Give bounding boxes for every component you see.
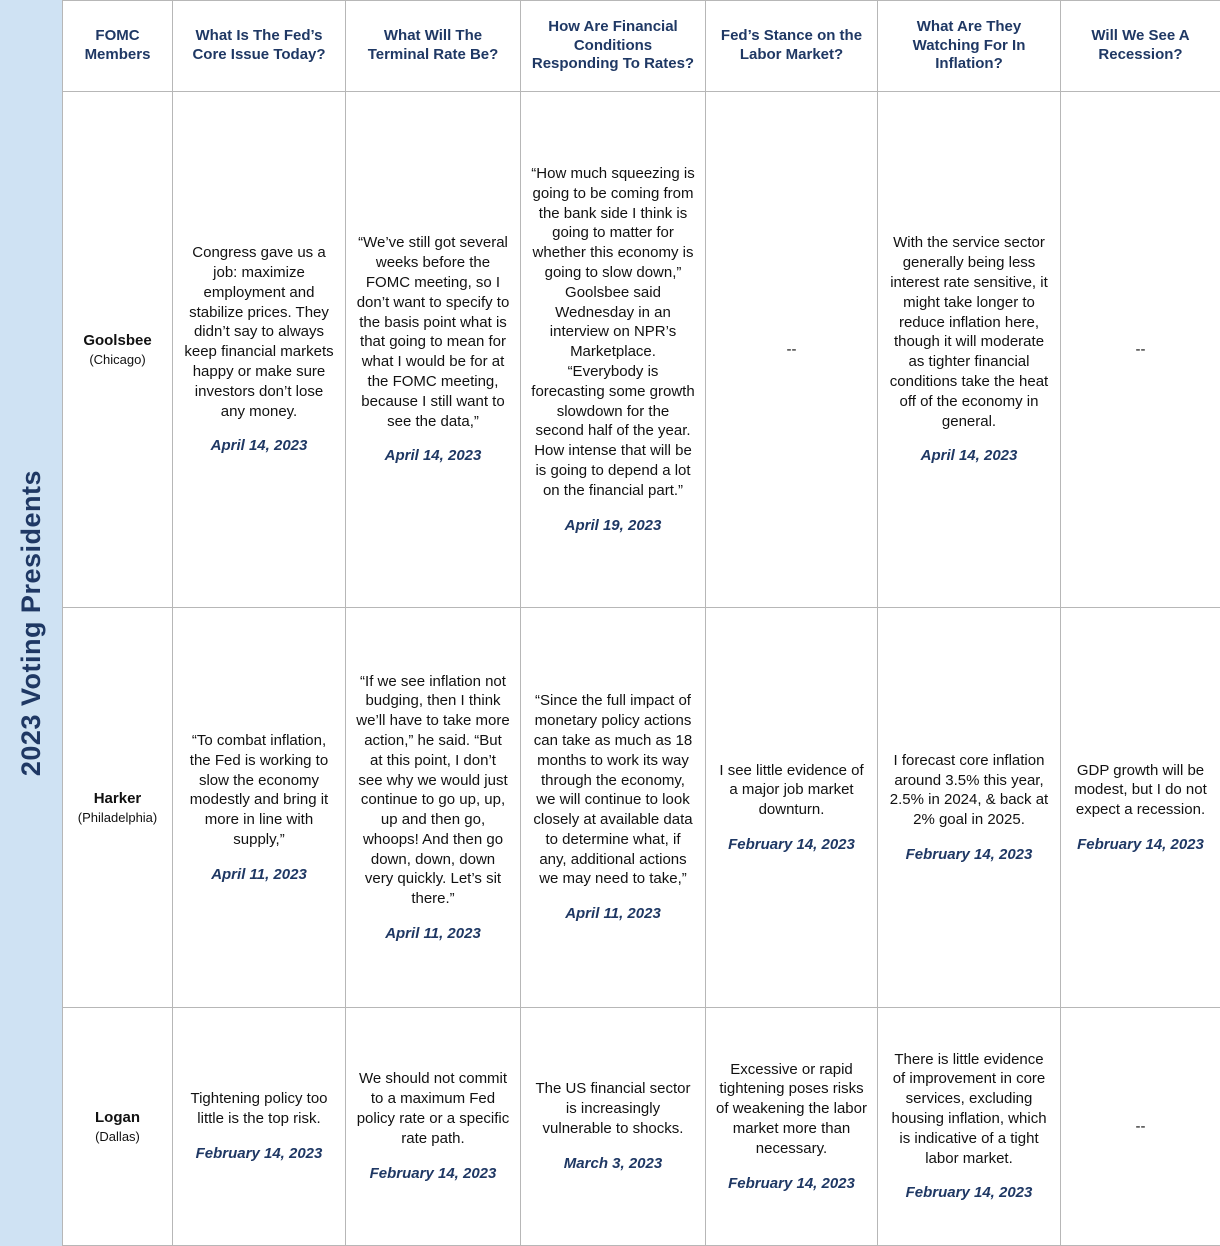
quote-cell-core-issue [173, 608, 346, 1007]
member-location: (Dallas) [95, 1128, 140, 1144]
quote-cell-core-issue [173, 1007, 346, 1245]
member-name: Harker [93, 790, 142, 808]
table-row-harker [63, 608, 1220, 1007]
member-location: (Philadelphia) [77, 810, 158, 826]
member-cell [63, 608, 173, 1007]
quote-text: Tightening policy too little is the top risk. [190, 1090, 328, 1128]
header-cell-labor-market: Fed’s Stance on the Labor Market? [706, 1, 878, 92]
quote-date: April 11, 2023 [211, 865, 307, 883]
header-cell-recession: Will We See A Recession? [1061, 1, 1220, 92]
quote-cell-labor-market [706, 92, 878, 608]
quote-cell-financial-conditions [521, 92, 706, 608]
quote-cell-financial-conditions [521, 1007, 706, 1245]
quote-text: GDP growth will be modest, but I do not expect a recession. [1074, 761, 1207, 819]
quote-text: “If we see inflation not budging, then I think we’ll have to take more action,” he said. “But at this point, I don’t see why we would just continue to go up, up, up and then go, whoops! And then go down, down, down very quickly. Let’s sit there.” [356, 672, 510, 908]
table-header [63, 1, 1220, 92]
quote-text: Congress gave us a job: maximize employment and stabilize prices. They didn’t say to always keep financial markets happy or make sure investors don’t lose any money. [184, 244, 334, 420]
quote-text: We should not commit to a maximum Fed policy rate or a specific rate path. [356, 1070, 510, 1147]
quote-text: -- [786, 340, 797, 358]
quote-date: April 11, 2023 [385, 925, 481, 943]
quote-text: Excessive or rapid tightening poses risks of weakening the labor market more than necessary. [716, 1060, 867, 1157]
quote-text: The US financial sector is increasingly vulnerable to shocks. [535, 1080, 691, 1137]
quote-date: February 14, 2023 [728, 835, 855, 853]
quote-date: February 14, 2023 [905, 1184, 1033, 1202]
quote-text: -- [1135, 1117, 1146, 1135]
header-cell-core-issue: What Is The Fed’s Core Issue Today? [173, 1, 346, 92]
quote-cell-inflation [878, 608, 1061, 1007]
quote-text: “To combat inflation, the Fed is working to slow the economy modestly and bring it more in line with supply,” [189, 731, 329, 848]
quote-date: February 14, 2023 [905, 845, 1033, 863]
quote-cell-terminal-rate [346, 608, 521, 1007]
header-cell-inflation: What Are They Watching For In Inflation? [878, 1, 1061, 92]
quote-date: February 14, 2023 [1077, 835, 1204, 853]
quote-date: March 3, 2023 [563, 1154, 663, 1172]
quote-date: April 14, 2023 [920, 447, 1018, 465]
quote-date: February 14, 2023 [728, 1174, 855, 1192]
table-row-goolsbee [63, 92, 1220, 608]
quote-cell-recession [1061, 92, 1220, 608]
row-group-sidebar [0, 0, 62, 1246]
quote-cell-recession [1061, 608, 1220, 1007]
row-group-label: 2023 Voting Presidents [15, 469, 46, 777]
quote-cell-inflation [878, 1007, 1061, 1245]
member-location: (Chicago) [89, 352, 146, 368]
quote-text: With the service sector generally being less interest rate sensitive, it might take longer to reduce inflation here, though it will moderate as tighter financial conditions take the heat off of the economy in general. [889, 234, 1049, 430]
quote-date: April 11, 2023 [565, 905, 661, 923]
quote-cell-financial-conditions [521, 608, 706, 1007]
member-name: Goolsbee [83, 332, 152, 350]
table-row-logan [63, 1007, 1220, 1245]
quote-date: April 14, 2023 [210, 437, 308, 455]
quote-text: I see little evidence of a major job market downturn. [719, 761, 864, 819]
header-cell-financial-conditions: How Are Financial Conditions Responding To Rates? [521, 1, 706, 92]
quote-date: April 14, 2023 [384, 447, 482, 465]
quote-cell-recession [1061, 1007, 1220, 1245]
quote-cell-labor-market [706, 608, 878, 1007]
header-row [63, 1, 1220, 92]
quote-text: “We’ve still got several weeks before the FOMC meeting, so I don’t want to specify to the basis point what is that going to mean for what I would be for at the FOMC meeting, because I still want to see the data,” [356, 234, 510, 430]
quote-cell-terminal-rate [346, 1007, 521, 1245]
quote-date: April 19, 2023 [564, 516, 662, 534]
member-name: Logan [95, 1108, 140, 1126]
fomc-views-table [62, 0, 1220, 1246]
quote-text: There is little evidence of improvement in core services, excluding housing inflation, which is indicative of a tight labor market. [891, 1050, 1047, 1167]
quote-date: February 14, 2023 [195, 1144, 323, 1162]
table-body [63, 92, 1220, 1246]
quote-date: February 14, 2023 [369, 1164, 497, 1182]
quote-cell-core-issue [173, 92, 346, 608]
quote-cell-inflation [878, 92, 1061, 608]
header-cell-fomc-members: FOMC Members [63, 1, 173, 92]
header-cell-terminal-rate: What Will The Terminal Rate Be? [346, 1, 521, 92]
member-cell [63, 92, 173, 608]
quote-text: “How much squeezing is going to be coming from the bank side I think is going to matter for whether this economy is going to slow down,” Goolsbee said Wednesday in an interview on NPR’s Marketplace. “Everybody is forecasting some growth slowdown for the second half of the year. How intense that will be is going to depend a lot on the financial part.” [531, 165, 695, 499]
quote-cell-terminal-rate [346, 92, 521, 608]
quote-text: -- [1135, 340, 1146, 358]
quote-text: “Since the full impact of monetary policy actions can take as much as 18 months to work its way through the economy, we will continue to look closely at available data to determine what, if any, additional actions we may need to take,” [533, 692, 693, 888]
quote-cell-labor-market [706, 1007, 878, 1245]
quote-text: I forecast core inflation around 3.5% this year, 2.5% in 2024, & back at 2% goal in 2025. [889, 751, 1049, 829]
member-cell [63, 1007, 173, 1245]
